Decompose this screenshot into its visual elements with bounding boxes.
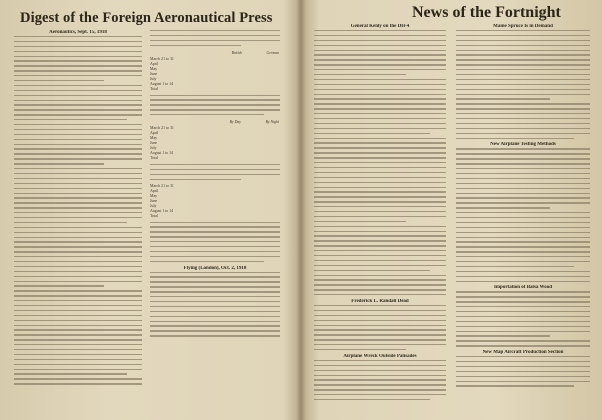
article-text: [150, 30, 280, 46]
page-title: News of the Fortnight: [412, 4, 561, 21]
losses-table: British German March 21 to 31 April May June July August 1 to 14 Total: [150, 50, 279, 91]
article-text: [456, 30, 590, 139]
article-text: [150, 222, 280, 262]
bombs-table: March 21 to 31 April May June July August 1 to 14 Total: [150, 183, 174, 218]
article-text: [150, 95, 280, 116]
article-text: [150, 272, 280, 337]
raids-table: By Day By Night March 21 to 31 April May June July August 1 to 14 Total: [150, 120, 279, 161]
right-page: [302, 0, 602, 420]
article-text: [314, 360, 446, 400]
section-heading: New Airplane Testing Methods: [490, 142, 556, 148]
section-heading: Frederick L. Randall Dead: [351, 298, 409, 304]
left-column-2: [150, 30, 280, 402]
article-text: [314, 30, 446, 295]
section-heading: General Kenly on the DH-4: [350, 24, 410, 29]
article-text: [456, 356, 590, 387]
page-title: Digest of the Foreign Aeronautical Press: [20, 10, 273, 26]
section-heading: Aeronautics, Sept. 15, 1918: [49, 30, 107, 35]
section-heading: Flying (London), Oct. 2, 1918: [183, 265, 247, 271]
left-column-1: [14, 30, 142, 402]
article-text: [314, 305, 446, 350]
section-heading: Importation of Balsa Wood: [493, 285, 553, 291]
article-text: [456, 148, 590, 281]
left-page: [0, 0, 300, 420]
article-text: [456, 291, 590, 346]
right-column-2: [456, 24, 590, 404]
section-heading: New Map Aircraft Production Section: [482, 350, 564, 356]
section-heading: Airplane Wreck Outside Palisades: [343, 353, 417, 359]
article-text: [150, 164, 280, 180]
right-column-1: [314, 24, 446, 404]
section-heading: Maine Spruce Is in Demand: [493, 24, 553, 29]
article-text: [14, 36, 142, 385]
